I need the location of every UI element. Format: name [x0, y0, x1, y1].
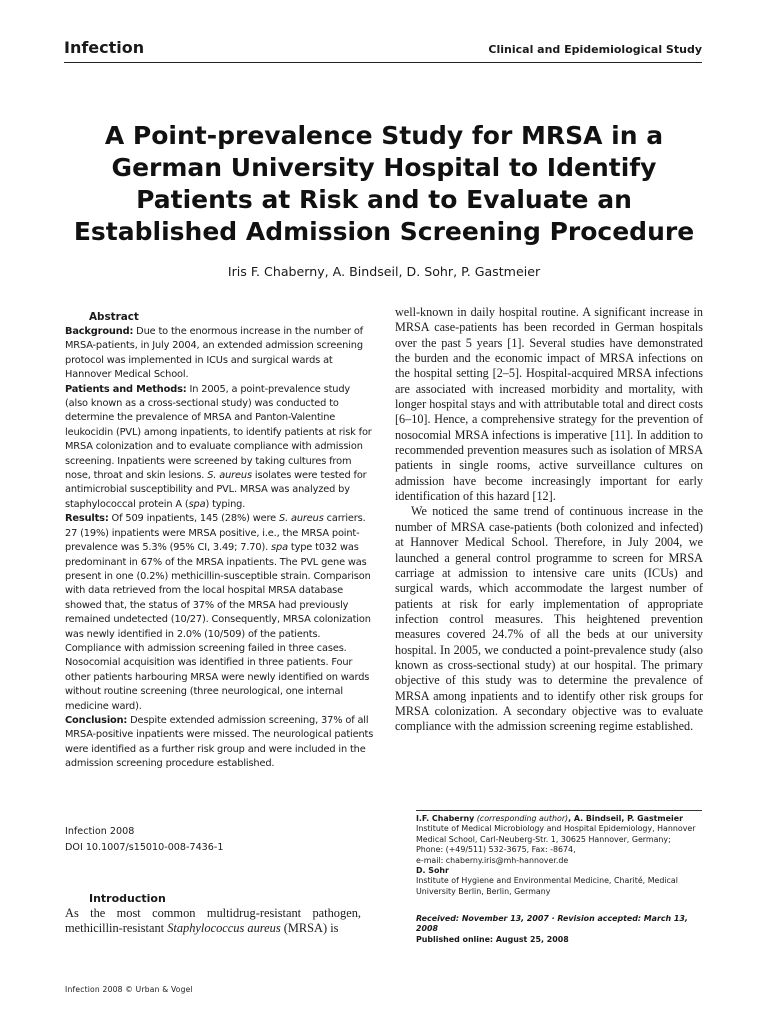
introduction-text: [65, 906, 361, 937]
publication-dates: [416, 914, 704, 945]
body-paragraph: well-known in daily hospital routine. A significant increase in MRSA case-patients has been recorded in German hospitals over the past 5 years [1]. Several studies have demonstrated the burden and the economic impact of MRSA infections on the hospital setting [2–5]. Hospital-acquired MRSA infections are associated with increased morbidity and mortality, with longer hospital stays and with attributable total and direct costs [6–10]. Hence, a comprehensive strategy for the prevention of nosocomial MRSA infections is imperative [11]. In addition to recommended prevention measures such as isolation of MRSA patients in single rooms, active surveillance cultures on admission have become increasingly important for early identification of this hazard [12].: [395, 305, 703, 504]
corresponding-role: (corresponding author): [474, 814, 569, 823]
journal-name: Infection: [64, 38, 145, 57]
author-sohr: D. Sohr: [416, 866, 449, 876]
methods-label: Patients and Methods:: [65, 383, 187, 395]
methods-italic: S. aureus: [207, 470, 252, 482]
author-list: Iris F. Chaberny, A. Bindseil, D. Sohr, P. Gastmeier: [227, 264, 541, 279]
intro-text-part: As the most common multidrug-resistant pathogen, methicillin-resistant: [65, 906, 361, 936]
study-type: Clinical and Epidemiological Study: [488, 43, 702, 56]
abstract-methods: [65, 383, 375, 513]
institution-2: Institute of Hygiene and Environmental Medicine, Charité, Medical University Berlin, Berlin, Germany: [416, 876, 678, 896]
results-italic: S. aureus: [279, 513, 324, 525]
results-italic: spa: [271, 542, 288, 554]
abstract-body: [65, 325, 375, 772]
background-label: Background:: [65, 326, 134, 337]
header-rule: [64, 62, 702, 63]
phone-line: Phone: (+49/511) 532-3675, Fax: -8674,: [416, 845, 576, 855]
intro-text-part: (MRSA) is: [280, 921, 339, 936]
introduction-heading: Introduction: [89, 892, 166, 905]
results-text: type t032 was predominant in 67% of the MRSA inpatients. The PVL gene was present in one (0.2%) methicillin-susceptible strain. Comparison with data retrieved from the local hospital MRSA database showed that, the status of 37% of the MRSA had previously remained undetected (10/27). Consequently, MRSA colonization was newly identified in 2.0% (10/509) of the patients. Compliance with admission screening failed in three cases. Nosocomial acquisition was identified in three patients. Four other patients harbouring MRSA were newly identified on wards without routine screening (three neurological, one internal medicine ward).: [65, 542, 371, 712]
results-text: carriers. 27 (19%) inpatients were MRSA positive, i.e., the MRSA point-prevalence was 5.3% (95% CI, 3.49; 7.70).: [65, 513, 366, 554]
institution-1: Institute of Medical Microbiology and Hospital Epidemiology, Hannover Medical School, Carl-Neuberg-Str. 1, 30625 Hannover, Germany;: [416, 824, 696, 844]
body-paragraph: We noticed the same trend of continuous increase in the number of MRSA case-patients (both colonized and infected) at Hannover Medical School. Therefore, in July 2004, we launched a general control programme to screen for MRSA carriage at admission to intensive care units (ICUs) and surgical wards, which accommodate the largest number of patients at risk for early implementation of appropriate infection control measures. This heightened prevention measures covered 24.7% of all the beds at our university hospital. In 2005, we conducted a point-prevalence study (also known as cross-sectional study) at our hospital. The primary objective of this study was to determine the prevalence of MRSA among inpatients and to identify other risk groups for MRSA colonization. A secondary objective was to evaluate compliance with the admission screening regime established.: [395, 504, 703, 734]
left-column: [65, 310, 375, 772]
affiliation-authors-2: [416, 866, 704, 876]
journal-year: Infection 2008: [65, 826, 135, 837]
email-link[interactable]: e-mail: chaberny.iris@mh-hannover.de: [416, 855, 569, 865]
methods-text: isolates were tested for antimicrobial susceptibility and PVL. MRSA was analyzed by staphylococcal protein A (: [65, 470, 367, 510]
methods-italic: spa: [188, 498, 206, 510]
results-text: Of 509 inpatients, 145 (28%) were: [108, 513, 280, 525]
paper-title: A Point-prevalence Study for MRSA in a German University Hospital to Identify Patients at Risk and to Evaluate an Established Admission Screening Procedure: [73, 121, 695, 246]
right-column: [395, 305, 703, 735]
abstract-results: [65, 512, 375, 714]
abstract-background: [65, 325, 375, 383]
abstract-heading: Abstract: [89, 311, 139, 323]
received-text: Received: November 13, 2007 · Revision accepted: March 13, 2008: [416, 914, 688, 934]
conclusion-label: Conclusion:: [65, 714, 128, 726]
conclusion-text: Despite extended admission screening, 37% of all MRSA-positive inpatients were missed. The neurological patients were identified as a further risk group and were included in the admission screening procedure established.: [65, 714, 374, 770]
published-date: Published online: August 25, 2008: [416, 934, 569, 944]
page-footer: Infection 2008 © Urban & Vogel: [65, 985, 193, 994]
received-date: [416, 914, 704, 935]
doi-link[interactable]: DOI 10.1007/s15010-008-7436-1: [65, 842, 224, 853]
intro-italic: Staphylococcus aureus: [167, 921, 281, 936]
methods-text: In 2005, a point-prevalence study (also known as a cross-sectional study) was conducted to determine the prevalence of MRSA and Panton-Valentine leukocidin (PVL) among inpatients, to identify patients at risk for MRSA colonization and to evaluate compliance with admission screening. Inpatients were screened by taking cultures from nose, throat and skin lesions.: [65, 383, 372, 482]
affiliation-authors-1: [416, 814, 704, 824]
abstract-conclusion: [65, 714, 375, 772]
methods-text: ) typing.: [205, 498, 246, 510]
affiliation-rule: [416, 810, 702, 811]
co-authors: , A. Bindseil, P. Gastmeier: [568, 814, 683, 823]
article-meta: [65, 824, 223, 856]
results-label: Results:: [65, 513, 109, 525]
background-text: Due to the enormous increase in the number of MRSA-patients, in July 2004, an extended admission screening protocol was implemented in ICUs and surgical wards at Hannover Medical School.: [65, 326, 363, 381]
corresponding-author: I.F. Chaberny: [416, 814, 475, 823]
affiliations: [416, 814, 704, 897]
